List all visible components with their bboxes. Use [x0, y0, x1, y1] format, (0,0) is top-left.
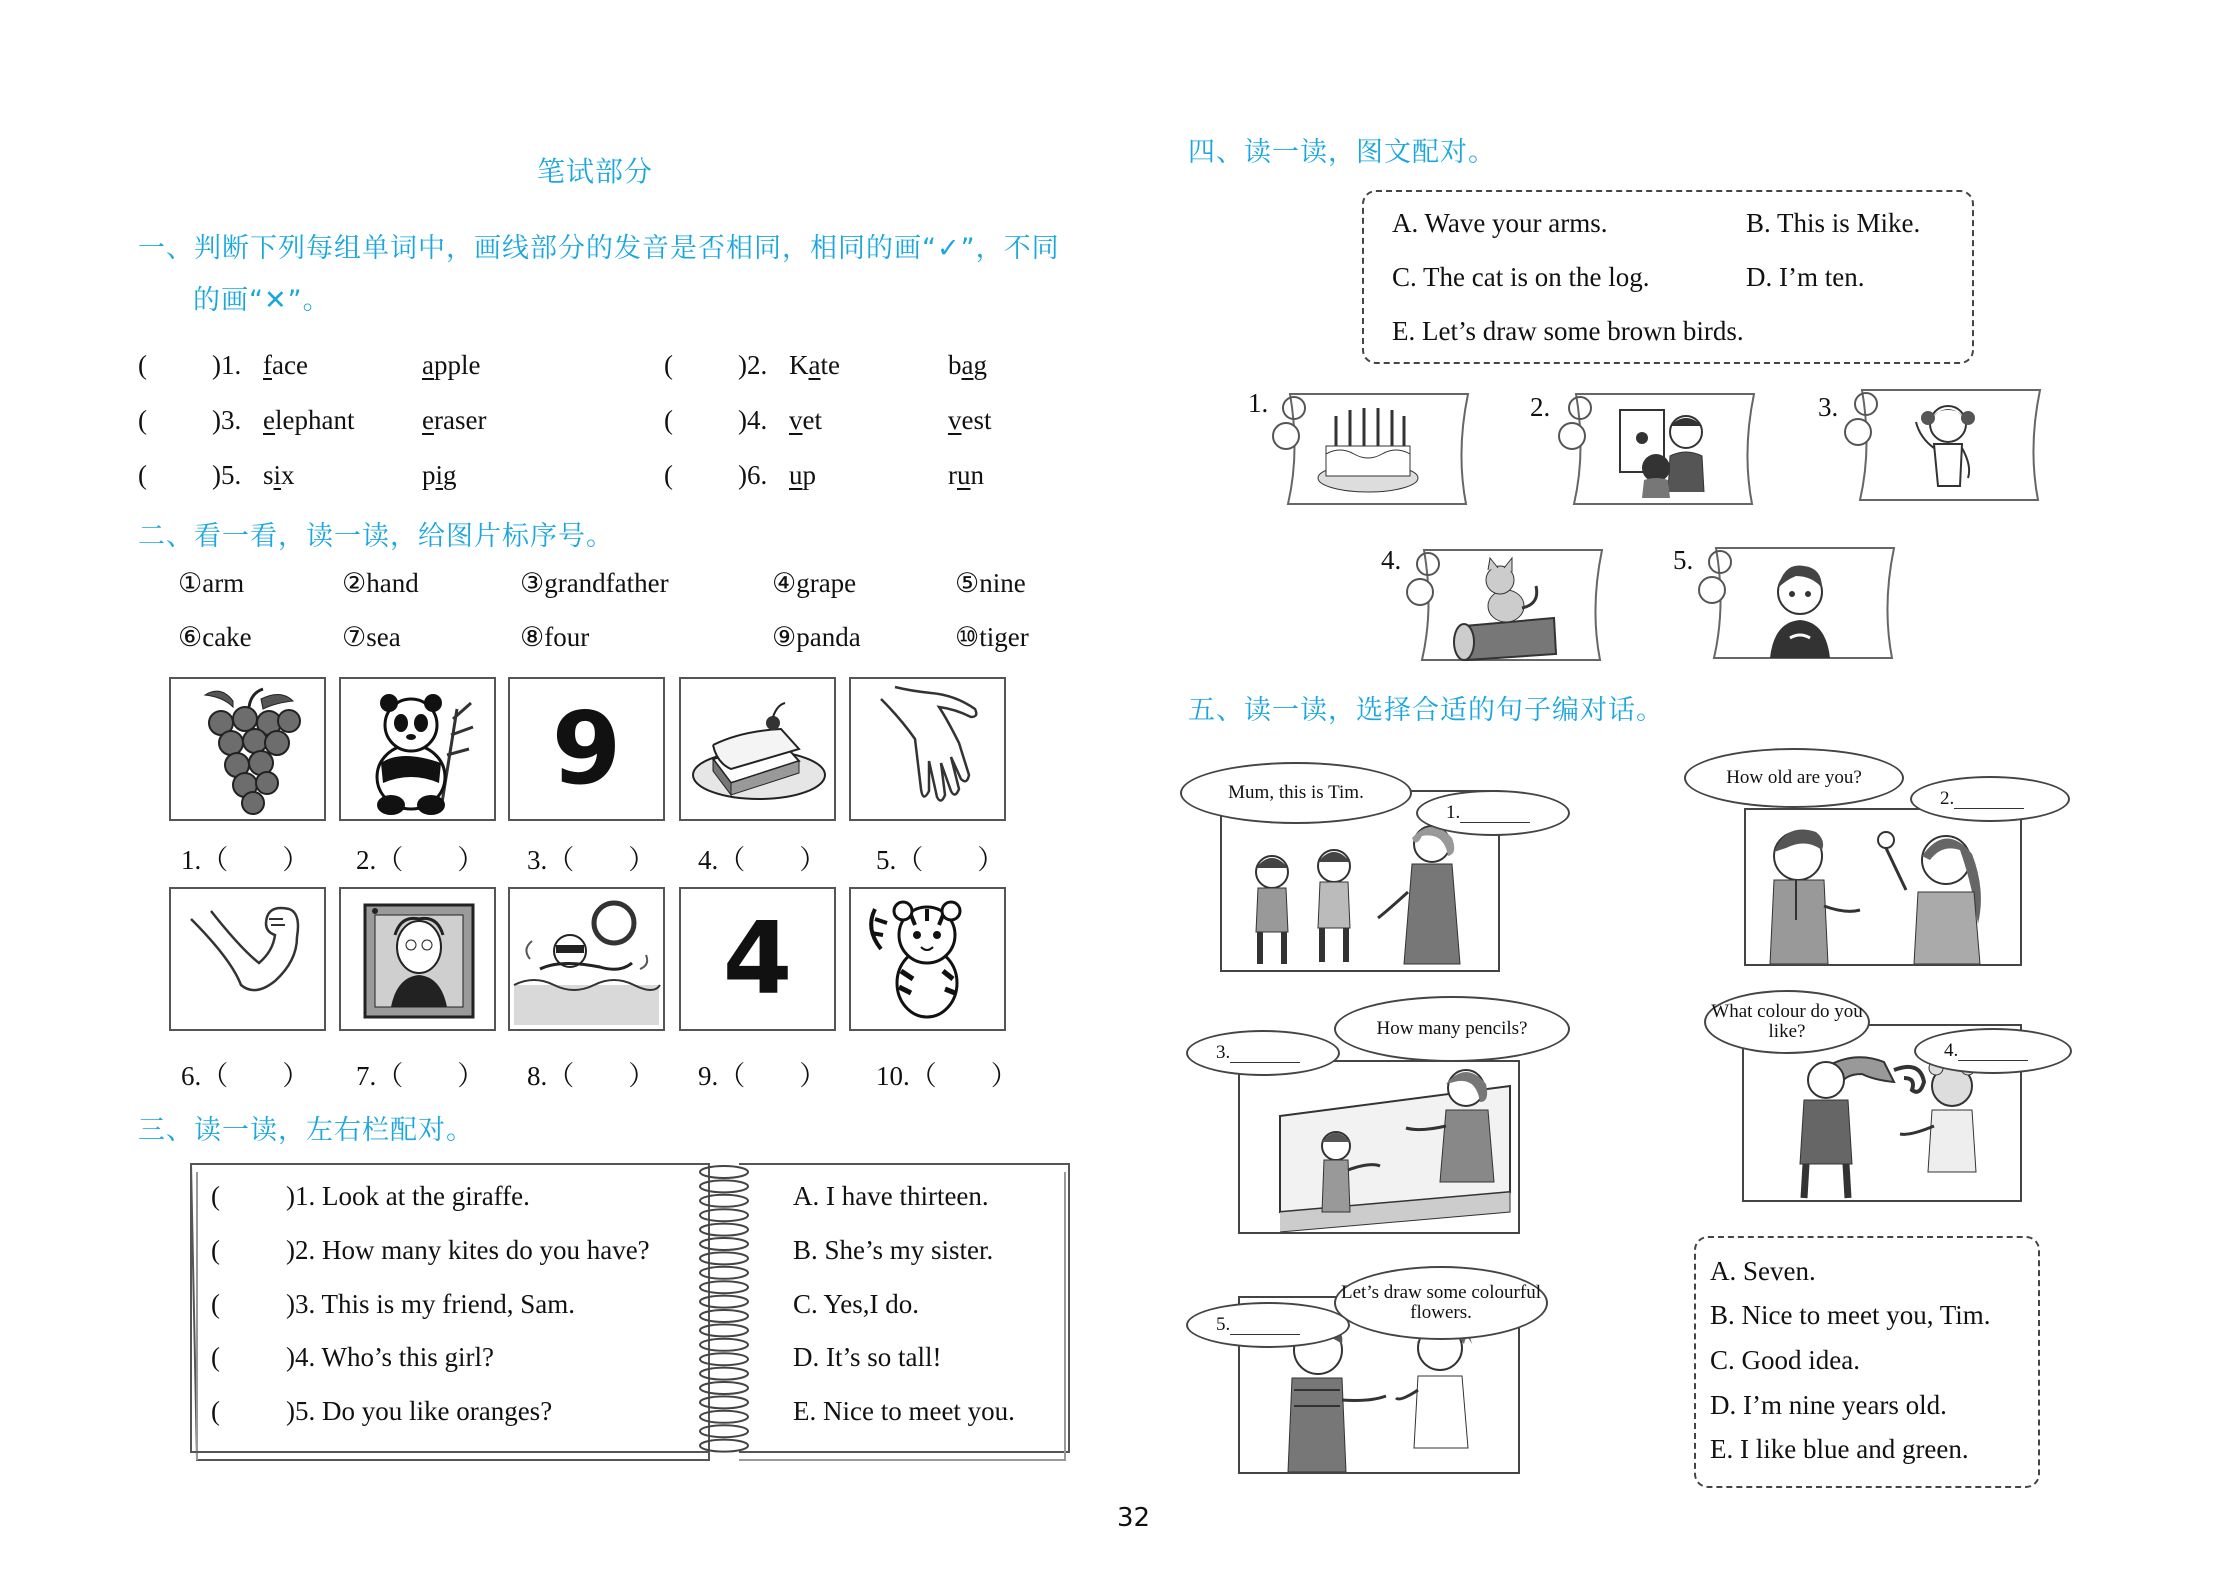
- underlined-letters: u: [789, 460, 803, 490]
- answer-bubble: [1186, 1030, 1340, 1076]
- answer-paren[interactable]: (: [138, 405, 147, 435]
- underlined-letters: e: [263, 405, 275, 435]
- right-column-item: B. She’s my sister.: [793, 1235, 994, 1265]
- word-b: [948, 405, 992, 436]
- grandfather-icon: [339, 887, 496, 1031]
- answer-paren[interactable]: (: [138, 460, 147, 490]
- tiger-icon: [849, 887, 1006, 1031]
- word-part: est: [961, 405, 992, 435]
- pic-label: 3.（ ）: [527, 845, 656, 875]
- right-column-item: A. I have thirteen.: [793, 1181, 989, 1211]
- underlined-letters: v: [789, 405, 803, 435]
- section3-title: 三、读一读，左右栏配对。: [138, 1115, 474, 1146]
- nine-icon: [508, 677, 665, 821]
- answer-paren[interactable]: (: [211, 1181, 220, 1211]
- word-a: [263, 405, 354, 436]
- page-number: 32: [1117, 1503, 1151, 1533]
- word-part: et: [802, 405, 822, 435]
- answer-paren[interactable]: (: [211, 1396, 220, 1426]
- s4-option: E. Let’s draw some brown birds.: [1392, 316, 1744, 346]
- blank-number: 1.: [1446, 802, 1461, 823]
- answer-blank[interactable]: [1230, 1316, 1300, 1335]
- left-column-item: )4. Who’s this girl?: [286, 1342, 494, 1372]
- word-part: ace: [272, 350, 308, 380]
- sea-icon: [508, 887, 665, 1031]
- s5-option: D. I’m nine years old.: [1710, 1390, 1947, 1420]
- word-option: ⑥cake: [178, 622, 252, 652]
- girl-waving-icon: [1842, 382, 2052, 508]
- section5-title: 五、读一读，选择合适的句子编对话。: [1188, 695, 1664, 726]
- underlined-letters: a: [422, 350, 434, 380]
- word-b: [422, 405, 486, 436]
- dialogue-scene-2: [1744, 808, 2022, 966]
- pic-label: 9.（ ）: [698, 1061, 827, 1091]
- pic-label: 6.（ ）: [181, 1061, 310, 1091]
- section4-title: 四、读一读，图文配对。: [1188, 137, 1496, 168]
- word-b: [948, 460, 984, 491]
- digit-nine: 9: [551, 690, 622, 807]
- underlined-letters: i: [273, 460, 282, 490]
- word-part: te: [820, 350, 840, 380]
- word-part: g: [443, 460, 457, 490]
- answer-blank[interactable]: [1460, 804, 1530, 823]
- blank-number: 4.: [1944, 1040, 1959, 1061]
- word-part: raser: [433, 405, 487, 435]
- speech-bubble: How old are you?: [1684, 748, 1904, 808]
- underlined-letters: v: [948, 405, 962, 435]
- section1-title-cont: 的画“✕”。: [193, 285, 331, 316]
- answer-paren[interactable]: (: [664, 460, 673, 490]
- word-b: [948, 350, 987, 381]
- item-number: )3.: [212, 405, 242, 435]
- s4-option: B. This is Mike.: [1746, 208, 1921, 238]
- word-option: ①arm: [178, 568, 245, 598]
- blank-number: 2.: [1940, 788, 1955, 809]
- word-a: [789, 350, 840, 381]
- boy-icon: [1696, 540, 1906, 666]
- pic-label: 4.（ ）: [698, 845, 827, 875]
- children-drawing-icon: [1556, 386, 1766, 512]
- answer-bubble: [1910, 776, 2070, 822]
- word-part: b: [948, 350, 962, 380]
- word-part: p: [422, 460, 436, 490]
- section1-title: 一、判断下列每组单词中，画线部分的发音是否相同，相同的画“✓”，不同: [138, 233, 1060, 264]
- underlined-letters: a: [961, 350, 974, 380]
- cake-icon: [679, 677, 836, 821]
- item-number: )1.: [212, 350, 242, 380]
- word-part: x: [281, 460, 295, 490]
- right-column-item: C. Yes,I do.: [793, 1289, 920, 1319]
- word-option: ⑦sea: [342, 622, 401, 652]
- word-part: lephant: [274, 405, 355, 435]
- speech-bubble: Let’s draw some colourful flowers.: [1334, 1266, 1548, 1340]
- right-column-item: E. Nice to meet you.: [793, 1396, 1015, 1426]
- digit-four: 4: [722, 900, 793, 1017]
- underlined-letters: f: [263, 350, 272, 380]
- answer-paren[interactable]: (: [664, 405, 673, 435]
- hand-icon: [849, 677, 1006, 821]
- answer-blank[interactable]: [1230, 1044, 1300, 1063]
- word-part: p: [802, 460, 816, 490]
- s5-option: C. Good idea.: [1710, 1345, 1860, 1375]
- pic-label: 10.（ ）: [876, 1061, 1018, 1091]
- grape-icon: [169, 677, 326, 821]
- word-part: pple: [433, 350, 481, 380]
- item-number: )5.: [212, 460, 242, 490]
- blank-number: 3.: [1216, 1042, 1231, 1063]
- left-column-item: )2. How many kites do you have?: [286, 1235, 650, 1265]
- birthday-cake-icon: [1270, 386, 1480, 512]
- word-option: ⑨panda: [772, 622, 861, 652]
- word-part: s: [263, 460, 274, 490]
- section2-title: 二、看一看，读一读，给图片标序号。: [138, 521, 614, 552]
- s5-option: B. Nice to meet you, Tim.: [1710, 1300, 1991, 1330]
- answer-bubble: [1186, 1302, 1350, 1348]
- scroll-number: 3.: [1818, 392, 1839, 422]
- answer-paren[interactable]: (: [138, 350, 147, 380]
- s4-option: A. Wave your arms.: [1392, 208, 1608, 238]
- pic-label: 7.（ ）: [356, 1061, 485, 1091]
- answer-bubble: [1416, 790, 1570, 836]
- speech-bubble: What colour do you like?: [1704, 990, 1870, 1054]
- item-number: )4.: [738, 405, 768, 435]
- s4-option: C. The cat is on the log.: [1392, 262, 1650, 292]
- speech-bubble: How many pencils?: [1334, 996, 1570, 1062]
- pic-label: 5.（ ）: [876, 845, 1005, 875]
- word-a: [263, 460, 295, 491]
- blank-number: 5.: [1216, 1314, 1231, 1335]
- word-part: K: [789, 350, 809, 380]
- panda-icon: [339, 677, 496, 821]
- word-option: ②hand: [342, 568, 419, 598]
- pic-label: 8.（ ）: [527, 1061, 656, 1091]
- pic-label: 1.（ ）: [181, 845, 310, 875]
- underlined-letters: e: [422, 405, 434, 435]
- left-column-item: )5. Do you like oranges?: [286, 1396, 553, 1426]
- dialogue-scene-3: [1238, 1060, 1520, 1234]
- underlined-letters: a: [808, 350, 821, 380]
- answer-bubble: [1914, 1028, 2072, 1074]
- underlined-letters: u: [957, 460, 971, 490]
- scroll-number: 4.: [1381, 545, 1402, 575]
- word-part: n: [970, 460, 984, 490]
- scroll-number: 1.: [1248, 388, 1269, 418]
- word-option: ⑩tiger: [955, 622, 1029, 652]
- answer-paren[interactable]: (: [664, 350, 673, 380]
- right-column-item: D. It’s so tall!: [793, 1342, 942, 1372]
- answer-paren[interactable]: (: [211, 1235, 220, 1265]
- word-option: ⑧four: [520, 622, 590, 652]
- pic-label: 2.（ ）: [356, 845, 485, 875]
- left-column-item: )3. This is my friend, Sam.: [286, 1289, 575, 1319]
- word-b: [422, 350, 480, 381]
- scroll-number: 2.: [1530, 392, 1551, 422]
- word-a: [789, 405, 822, 436]
- underlined-letters: i: [435, 460, 444, 490]
- word-part: r: [948, 460, 957, 490]
- word-option: ④grape: [772, 568, 857, 598]
- scroll-number: 5.: [1673, 545, 1694, 575]
- word-part: g: [973, 350, 987, 380]
- s4-option: D. I’m ten.: [1746, 262, 1865, 292]
- answer-blank[interactable]: [1958, 1042, 2028, 1061]
- arm-icon: [169, 887, 326, 1031]
- item-number: )6.: [738, 460, 768, 490]
- left-column-item: )1. Look at the giraffe.: [286, 1181, 530, 1211]
- word-a: [263, 350, 308, 381]
- word-option: ③grandfather: [520, 568, 669, 598]
- s5-option: E. I like blue and green.: [1710, 1434, 1969, 1464]
- word-option: ⑤nine: [955, 568, 1026, 598]
- item-number: )2.: [738, 350, 768, 380]
- word-b: [422, 460, 457, 491]
- answer-paren[interactable]: (: [211, 1289, 220, 1319]
- four-icon: [679, 887, 836, 1031]
- page-heading: 笔试部分: [537, 155, 654, 188]
- word-a: [789, 460, 816, 491]
- s5-option: A. Seven.: [1710, 1256, 1816, 1286]
- cat-on-log-icon: [1404, 542, 1614, 668]
- answer-blank[interactable]: [1954, 790, 2024, 809]
- speech-bubble: Mum, this is Tim.: [1180, 762, 1412, 824]
- answer-paren[interactable]: (: [211, 1342, 220, 1372]
